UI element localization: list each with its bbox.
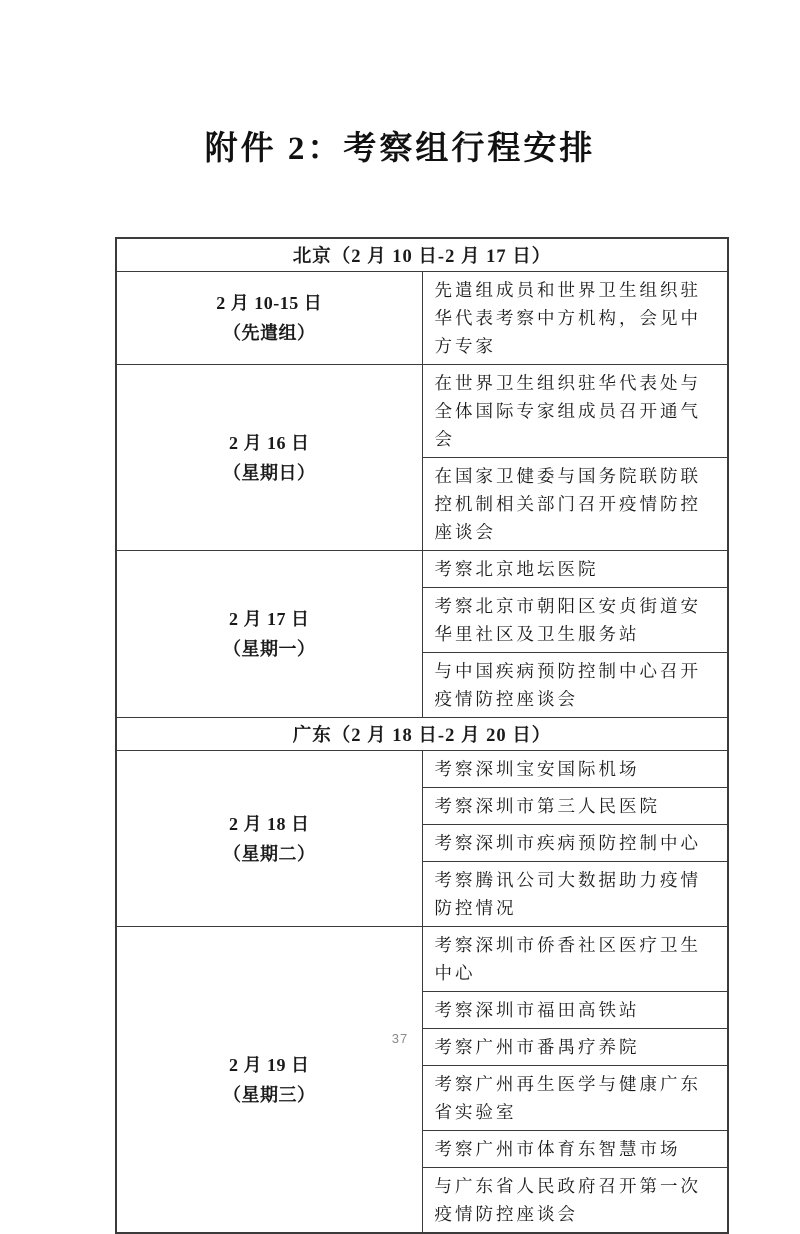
activity-cell: 考察北京地坛医院 [422, 551, 728, 588]
weekday-label: （星期日） [223, 462, 316, 483]
date-cell [116, 751, 422, 927]
date-cell [116, 365, 422, 551]
activity-cell: 考察广州市体育东智慧市场 [422, 1131, 728, 1168]
activity-cell: 在世界卫生组织驻华代表处与全体国际专家组成员召开通气会 [422, 365, 728, 458]
activity-cell: 考察深圳市疾病预防控制中心 [422, 825, 728, 862]
table-row [116, 751, 728, 788]
activity-cell: 与中国疾病预防控制中心召开疫情防控座谈会 [422, 653, 728, 718]
table-row [116, 365, 728, 458]
date-label: 2 月 18 日 [229, 813, 310, 834]
weekday-label: （星期三） [223, 1084, 316, 1105]
activity-cell: 考察北京市朝阳区安贞街道安华里社区及卫生服务站 [422, 588, 728, 653]
activity-cell: 考察广州再生医学与健康广东省实验室 [422, 1066, 728, 1131]
date-label: 2 月 17 日 [229, 609, 310, 629]
itinerary-table [115, 237, 729, 1234]
weekday-label: （星期一） [223, 639, 316, 659]
activity-cell: 考察深圳宝安国际机场 [422, 751, 728, 788]
activity-cell: 先遣组成员和世界卫生组织驻华代表考察中方机构，会见中方专家 [422, 272, 728, 365]
activity-cell: 考察腾讯公司大数据助力疫情防控情况 [422, 862, 728, 927]
table-row [116, 551, 728, 588]
activity-cell: 考察深圳市福田高铁站 [422, 992, 728, 1029]
weekday-label: （星期二） [223, 843, 316, 864]
date-label: 2 月 10-15 日 [216, 293, 323, 313]
date-label: 2 月 19 日 [229, 1054, 310, 1075]
page-number: 37 [391, 1031, 409, 1046]
activity-cell: 与广东省人民政府召开第一次疫情防控座谈会 [422, 1168, 728, 1234]
table-row [116, 272, 728, 365]
date-cell [116, 551, 422, 718]
table-section-row [116, 238, 728, 272]
date-cell [116, 272, 422, 365]
date-cell [116, 927, 422, 1234]
date-label: 2 月 16 日 [229, 432, 310, 453]
activity-cell: 考察深圳市侨香社区医疗卫生中心 [422, 927, 728, 992]
table-row [116, 927, 728, 992]
activity-cell: 在国家卫健委与国务院联防联控机制相关部门召开疫情防控座谈会 [422, 458, 728, 551]
weekday-label: （先遣组） [223, 323, 316, 343]
activity-cell: 考察广州市番禺疗养院 [422, 1029, 728, 1066]
section-header-beijing: 北京（2 月 10 日-2 月 17 日） [116, 238, 728, 272]
section-header-guangdong: 广东（2 月 18 日-2 月 20 日） [116, 718, 728, 751]
activity-cell: 考察深圳市第三人民医院 [422, 788, 728, 825]
page-title: 附件 2：考察组行程安排 [204, 131, 596, 167]
table-section-row [116, 718, 728, 751]
